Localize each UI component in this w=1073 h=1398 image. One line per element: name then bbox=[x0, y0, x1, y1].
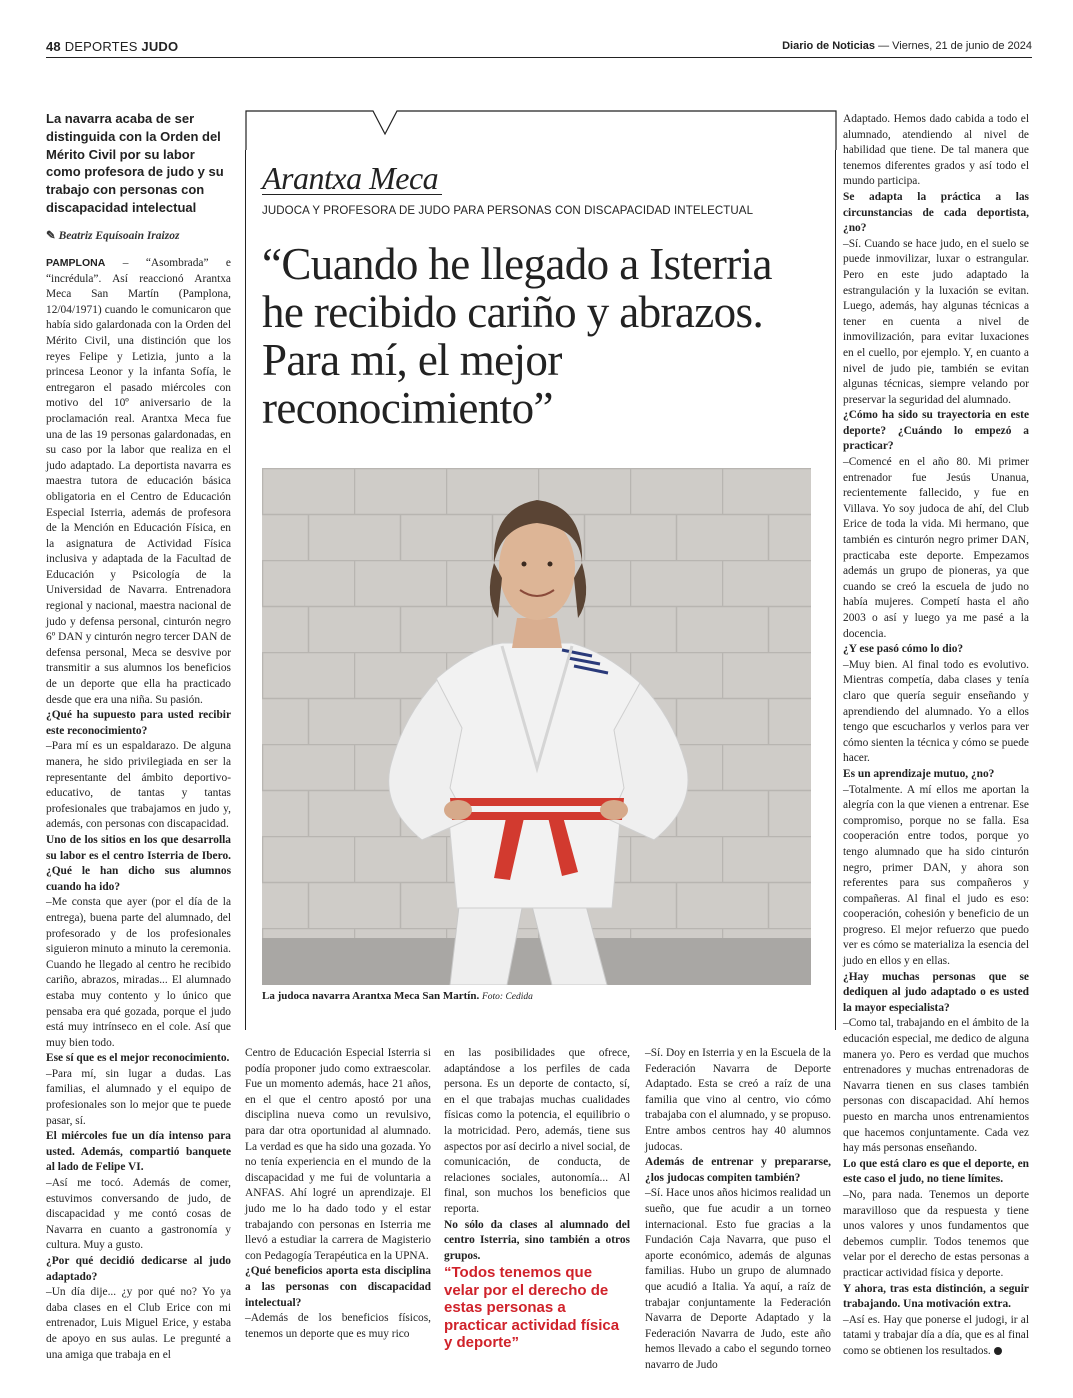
publication-date-line bbox=[782, 40, 1032, 52]
intro-text: – “Asombrada” e “incrédula”. Así reaccionó Arantxa Meca San Martín (Pamplona, 12/04/1971) cuando le comunicaron que había sido galardonada con la Orden del Mérito Civil, una distinción que los reyes Felipe y Letizia, junto a la princesa Leonor y la infanta Sofía, le entregaron el pasado miércoles con motivo del 10º aniversario de la proclamación real. Arantxa Meca fue una de las 19 personas galardonadas, en su caso por la labor que realiza en el judo adaptado. La deportista navarra es maestra tutora de educación básica obligatoria en el Centro de Educación Especial Isterria, además de profesora de la Mención en Educación Física, en la asignatura de Actividad Física inclusiva y adaptada de la Facultad de Educación y Psicología de la Universidad de Navarra. Entrenadora regional y nacional, maestra nacional de judo y defensa personal, cinturón negro 6º DAN y cinturón negro tercer DAN de defensa personal, Meca se desvive por transmitir a sus alumnos los beneficios de un deporte que ella ha practicado desde que era una niña. Su pasión. bbox=[46, 257, 231, 706]
article-column-2 bbox=[245, 1046, 431, 1342]
answer: –Sí. Hace unos años hicimos realidad un sueño, que fue acudir a un torneo internacional. Esto fue gracias a la Fundación Caja Navarra, que puso el aporte económico, además de algunas familias. Hubo un grupo de alumnado que acudió a Italia. Ya aquí, a raíz de trabajar conjuntamente la Federación Navarra de Deporte Adaptado y la Federación Navarra de Judo, este año hemos llevado a cabo el segundo torneo navarro de Judo bbox=[645, 1187, 831, 1371]
page-header bbox=[46, 36, 1032, 56]
caption-text: La judoca navarra Arantxa Meca San Martín. bbox=[262, 990, 480, 1002]
answer: –Sí. Cuando se hace judo, en el suelo se puede inmovilizar, luxar o estrangular. Pero en este judo adaptado la estrangulación y la luxación se evitan. Luego, además, hay algunas técnicas a tener en cuenta a nivel de inmovilización, para evitar luxaciones en el cuello, por ejemplo. Y, en cuanto a nivel de judo pie, también se evitan algunas técnicas, siempre velando por preservar la seguridad del alumnado. bbox=[843, 237, 1029, 406]
page-section-label bbox=[46, 39, 178, 54]
question: Lo que está claro es que el deporte, en este caso el judo, no tiene límites. bbox=[843, 1157, 1029, 1186]
answer: –Me consta que ayer (por el día de la entrega), buena parte del alumnado, del profesorado y de los profesionales siguieron minuto a minuto la ceremonia. Cuando he llegado al centro he recibido cariño, abrazos, miradas... El alumnado estaba muy contento y lo único que pensaba era qué gozada, porque el judo está muy intrínseco en el cole. Así que muy bien todo. bbox=[46, 896, 231, 1049]
publication-date: — Viernes, 21 de junio de 2024 bbox=[878, 40, 1032, 52]
question: ¿Qué beneficios aporta esta disciplina a las personas con discapacidad intelectual? bbox=[245, 1265, 431, 1309]
question: Es un aprendizaje mutuo, ¿no? bbox=[843, 767, 995, 780]
pull-quote: “Todos tenemos que velar por el derecho de estas personas a practicar actividad física y deporte” bbox=[444, 1264, 620, 1351]
question: Y ahora, tras esta distinción, a seguir trabajando. Una motivación extra. bbox=[843, 1282, 1029, 1311]
answer: –Así me tocó. Además de comer, estuvimos conversando de judo, de discapacidad y me contó cosas de Navarra en cuanto a gastronomía y cultura. Muy a gusto. bbox=[46, 1177, 231, 1252]
interviewee-subtitle: JUDOCA Y PROFESORA DE JUDO PARA PERSONAS CON DISCAPACIDAD INTELECTUAL bbox=[262, 205, 754, 217]
header-rule bbox=[46, 57, 1032, 58]
intro-paragraph bbox=[46, 256, 231, 708]
frame-right-edge bbox=[835, 150, 836, 1030]
answer: –Comencé en el año 80. Mi primer entrenador fue Jesús Unanua, recientemente fallecido, y fue en Villava. Yo soy judoca de ahí, del Club Erice de toda la vida. Mi hermano, que también es cinturón negro primer DAN, practicaba este deporte. Empezamos además un grupo de pioneras, ya que cuando se creó la escuela de judo no había mujeres. Competí hasta el año 2003 o así y luego ya me pasé a la docencia. bbox=[843, 456, 1029, 640]
question: ¿Hay muchas personas que se dediquen al judo adaptado o es usted la mayor especialista? bbox=[843, 970, 1029, 1014]
answer: –Totalmente. A mí ellos me aportan la alegría con la que vienen a entrenar. Ese compromiso, porque no se falla. Esa cooperación entre todos, porque yo tengo alumnado que ha sido cinturón negro, primer DAN, y ahora son referentes para sus compañeros y compañeras. Al final el judo es eso: cooperación, cohesión y beneficio de un progreso. El mejor refuerzo que puedo ver es cómo se materializa la esencia del judo en ellos y en ellas. bbox=[843, 783, 1029, 968]
pencil-icon: ✎ bbox=[46, 230, 56, 242]
article-column-3 bbox=[444, 1046, 630, 1264]
bullet-icon bbox=[994, 1347, 1002, 1355]
answer: –Muy bien. Al final todo es evolutivo. Mientras competía, daba clases y tenía claro que quería seguir enseñando y aprendiendo del alumnado. Yo a ellos tengo que escucharlos y verlos para ver cómo sienten la técnica y cómo se puede hacer. bbox=[843, 658, 1029, 765]
question: Además de entrenar y prepararse, ¿los judocas compiten también? bbox=[645, 1156, 831, 1184]
answer: –Sí. Doy en Isterria y en la Escuela de la Federación Navarra de Deporte Adaptado. Esta se creó a raíz de una familia que vino al centro, vio cómo trabajaba con el alumnado, y se propuso. Entre ambos centros hay 40 alumnos judocas. bbox=[645, 1047, 831, 1153]
question: ¿Y ese pasó cómo lo dio? bbox=[843, 643, 964, 656]
paragraph: en las posibilidades que ofrece, adaptándose a los perfiles de cada persona. Es un deporte de contacto, sí, en el que trabajas muchas cualidades físicas como la potencia, el equilibrio o la motricidad. Pero, además, tiene sus aspectos por así decirlo a nivel social, de comunicación, de conducta, de relaciones sociales, autonomía... Al final, son muchos los beneficios que reporta. bbox=[444, 1047, 630, 1215]
question: No sólo da clases al alumnado del centro Isterria, sino también a otros grupos. bbox=[444, 1218, 630, 1262]
answer: –No, para nada. Tenemos un deporte maravilloso que da respuesta y tiene unos valores y unos fundamentos que debemos cumplir. Todos tenemos que velar por el derecho de estas personas a practicar actividad física y deporte. bbox=[843, 1188, 1029, 1279]
portrait-photo bbox=[262, 468, 811, 985]
subsection-name: JUDO bbox=[141, 38, 179, 54]
answer: –Así es. Hay que ponerse el judogi, ir al tatami y trabajar día a día, que es al final como se obtienen los resultados. bbox=[843, 1313, 1029, 1357]
question: ¿Por qué decidió dedicarse al judo adaptado? bbox=[46, 1255, 231, 1283]
frame-left-edge bbox=[245, 150, 246, 1030]
author-name: Beatriz Equísoain Iraizoz bbox=[58, 230, 180, 242]
page-number: 48 bbox=[46, 38, 61, 54]
answer: –Además de los beneficios físicos, tenemos un deporte que es muy rico bbox=[245, 1312, 431, 1340]
interviewee-name: Arantxa Meca bbox=[262, 160, 439, 196]
answer: –Como tal, trabajando en el ámbito de la educación especial, me dedico de alguna manera yo. Pero es verdad que muchos entrenadores y muchas entrenadoras de Navarra tienen en sus clases también personas con discapacidad. Ahí hemos puesto en marcha unos entrenamientos que hacemos conjuntamente. Cada vez hay más personas enseñando. bbox=[843, 1017, 1029, 1155]
headline: “Cuando he llegado a Isterria he recibido cariño y abrazos. Para mí, el mejor reconocimiento” bbox=[262, 239, 772, 433]
judoka-illustration bbox=[262, 468, 811, 985]
answer: –Un día dije... ¿y por qué no? Yo ya daba clases en el Club Erice con mi entrenador, Luis Miguel Erice, y estaba de apoyo en sus aulas. Le pregunté a una amiga que trabaja en el bbox=[46, 1286, 231, 1361]
name-underline bbox=[262, 194, 442, 195]
final-answer bbox=[843, 1313, 1029, 1360]
caption-credit: Foto: Cedida bbox=[481, 992, 533, 1002]
question: El miércoles fue un día intenso para usted. Además, compartió banquete al lado de Felipe VI. bbox=[46, 1130, 231, 1174]
section-name: DEPORTES bbox=[64, 38, 138, 54]
article-column-5 bbox=[843, 112, 1029, 1360]
article-column-4 bbox=[645, 1046, 831, 1373]
article-summary: La navarra acaba de ser distinguida con la Orden del Mérito Civil por su labor como profesora de judo y su trabajo con personas con discapacidad intelectual bbox=[46, 111, 224, 215]
article-column-1 bbox=[46, 256, 231, 1363]
question: ¿Qué ha supuesto para usted recibir este reconocimiento? bbox=[46, 709, 231, 737]
question: Se adapta la práctica a las circunstancias de cada deportista, ¿no? bbox=[843, 190, 1029, 235]
byline bbox=[46, 228, 231, 242]
question: Uno de los sitios en los que desarrolla su labor es el centro Isterria de Ibero. ¿Qué le han dicho sus alumnos cuando ha ido? bbox=[46, 833, 231, 893]
answer: –Para mí, sin lugar a dudas. Las familias, el alumnado y el equipo de profesionales son lo mejor que te puede pasar, sí. bbox=[46, 1067, 231, 1127]
dateline: PAMPLONA bbox=[46, 257, 106, 269]
photo-caption bbox=[262, 990, 811, 1002]
question: Ese sí que es el mejor reconocimiento. bbox=[46, 1052, 230, 1065]
answer: –Para mí es un espaldarazo. De alguna manera, he sido privilegiada en ser la representante del ámbito deportivo-educativo, de tantas y tantas profesionales que trabajamos en judo y, además, con personas con discapacidad. bbox=[46, 740, 231, 831]
publication-name: Diario de Noticias bbox=[782, 40, 876, 52]
paragraph: Centro de Educación Especial Isterria si podía proponer judo como extraescolar. Fue un momento además, hace 21 años, en el que el centro apostó por una disciplina nueva como un revulsivo, para dar otra oportunidad al alumnado. La verdad es que ha sido una gozada. Yo no tenía experiencia en el mundo de la discapacidad y me fui de voluntaria a ANFAS. Ahí logré un aprendizaje. El judo me lo ha dado todo y el estar trabajando con personas en Isterria me llevó a estudiar la carrera de Magisterio con Pedagogía Terapéutica en la UPNA. bbox=[245, 1047, 431, 1262]
paragraph: Adaptado. Hemos dado cabida a todo el alumnado, atendiendo al nivel de habilidad que tiene. De tal manera que tenemos diferentes grados y así todo el mundo participa. bbox=[843, 113, 1029, 188]
headline-frame bbox=[245, 110, 837, 150]
question: ¿Cómo ha sido su trayectoria en este deporte? ¿Cuándo lo empezó a practicar? bbox=[843, 409, 1029, 453]
